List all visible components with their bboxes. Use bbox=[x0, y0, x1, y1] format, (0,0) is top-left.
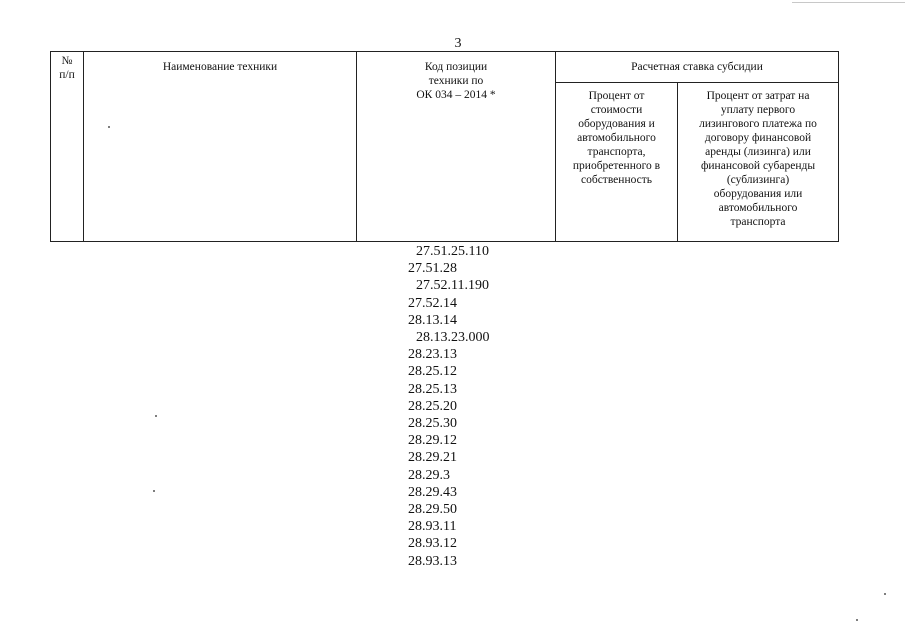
scan-speck bbox=[155, 415, 157, 417]
code-item: 28.29.12 bbox=[408, 433, 457, 449]
header-rate-group bbox=[556, 52, 839, 83]
code-item: 28.13.23.000 bbox=[416, 330, 490, 346]
scan-speck bbox=[108, 126, 110, 128]
code-list bbox=[408, 243, 490, 570]
scan-edge-line bbox=[792, 2, 905, 3]
code-item: 28.29.50 bbox=[408, 502, 457, 518]
scan-speck bbox=[884, 593, 886, 595]
code-item: 28.25.12 bbox=[408, 364, 457, 380]
code-item: 28.25.30 bbox=[408, 416, 457, 432]
subsidy-table bbox=[50, 51, 839, 242]
code-item: 28.93.13 bbox=[408, 553, 457, 569]
code-item: 27.52.11.190 bbox=[416, 278, 489, 294]
code-item: 27.51.28 bbox=[408, 261, 457, 277]
header-number-label: № п/п bbox=[59, 55, 75, 81]
header-rate-purchase-label: Процент от стоимости оборудования и автомобильного транспорта, приобретенного в собственность bbox=[572, 90, 661, 186]
code-item: 28.93.11 bbox=[408, 519, 457, 535]
header-rate-leasing-label: Процент от затрат на уплату первого лизингового платежа по договору финансовой аренды (лизинга) или финансовой субаренды (сублизинга) оборудования или автомобильного транспорта bbox=[699, 90, 817, 228]
header-rate-leasing bbox=[678, 83, 839, 242]
header-rate-group-label: Расчетная ставка субсидии bbox=[631, 61, 763, 73]
code-item: 28.25.20 bbox=[408, 398, 457, 414]
scan-speck bbox=[856, 619, 858, 621]
header-name bbox=[84, 52, 357, 242]
code-item: 28.93.12 bbox=[408, 536, 457, 552]
code-item: 27.51.25.110 bbox=[416, 244, 489, 259]
header-name-label: Наименование техники bbox=[162, 61, 278, 73]
header-number bbox=[51, 52, 84, 242]
code-item: 28.23.13 bbox=[408, 347, 457, 363]
header-rate-purchase bbox=[556, 83, 678, 242]
code-item: 28.29.21 bbox=[408, 450, 457, 466]
code-item: 28.13.14 bbox=[408, 312, 457, 328]
header-code-label: Код позиции техники по ОК 034 – 2014 * bbox=[416, 61, 496, 101]
header-code bbox=[357, 52, 556, 242]
page-number: 3 bbox=[454, 36, 462, 51]
code-item: 28.25.13 bbox=[408, 381, 457, 397]
scan-speck bbox=[153, 490, 155, 492]
code-item: 27.52.14 bbox=[408, 295, 457, 311]
code-item: 28.29.3 bbox=[408, 467, 450, 483]
code-item: 28.29.43 bbox=[408, 484, 457, 500]
